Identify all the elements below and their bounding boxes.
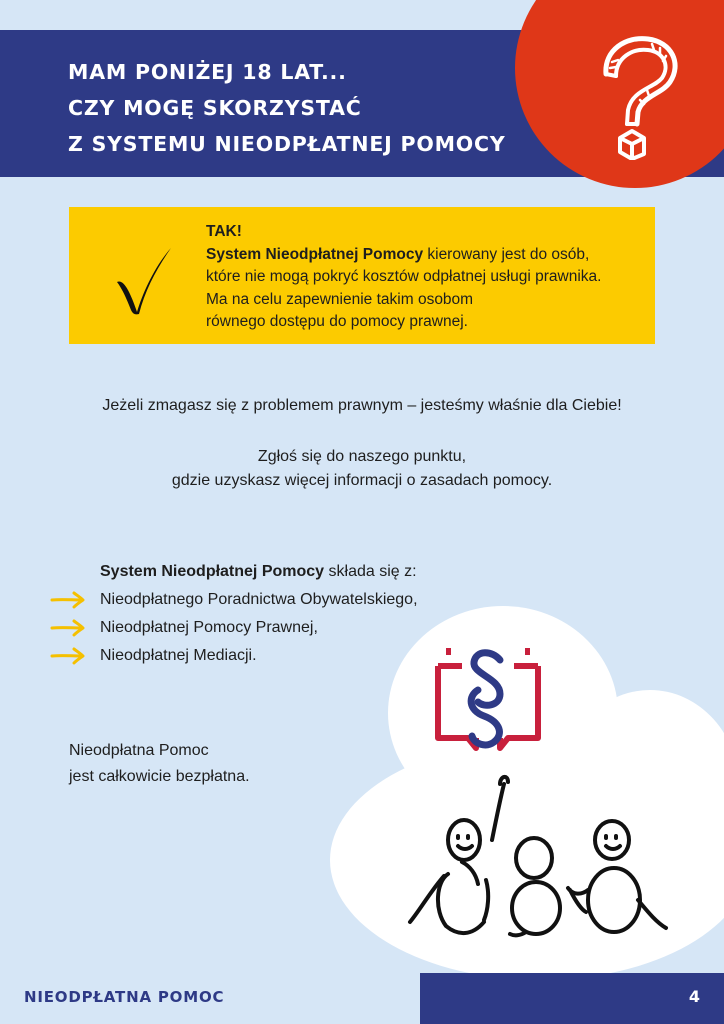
footer-label: NIEODPŁATNA POMOC (24, 988, 225, 1006)
free-note (69, 738, 250, 790)
list-item (50, 588, 418, 612)
intro-text: Jeżeli zmagasz się z problemem prawnym – jesteśmy właśnie dla Ciebie! (102, 397, 622, 414)
list-item-label: Nieodpłatnego Poradnictwa Obywatelskiego, (100, 591, 418, 608)
paragraph-book-logo (434, 644, 542, 756)
components-intro-bold: System Nieodpłatnej Pomocy (100, 563, 325, 580)
list-item-label: Nieodpłatnej Pomocy Prawnej, (100, 619, 318, 636)
callout-line2: które nie mogą pokryć kosztów odpłatnej usługi prawnika. (206, 268, 602, 285)
callout-bold-phrase: System Nieodpłatnej Pomocy (206, 245, 424, 263)
free-note-line1: Nieodpłatna Pomoc (69, 742, 209, 759)
arrow-right-icon (50, 591, 86, 609)
callout-lead: TAK! (206, 223, 242, 240)
arrow-right-icon (50, 619, 86, 637)
question-mark-icon (592, 30, 688, 160)
callout-line1-rest: kierowany jest do osób, (423, 245, 590, 263)
list-item (50, 616, 318, 640)
free-note-line2: jest całkowicie bezpłatna. (69, 768, 250, 785)
contact-text-line1: Zgłoś się do naszego punktu, (257, 448, 467, 465)
list-item-label: Nieodpłatnej Mediacji. (100, 647, 257, 664)
page-number: 4 (688, 987, 700, 1006)
title-line: MAM PONIŻEJ 18 LAT... (68, 60, 347, 84)
people-illustration (400, 770, 690, 945)
list-item (50, 644, 257, 668)
title-line: CZY MOGĘ SKORZYSTAĆ (68, 96, 362, 120)
components-intro (100, 560, 417, 584)
checkmark-icon (113, 244, 175, 316)
title-line: Z SYSTEMU NIEODPŁATNEJ POMOCY (68, 132, 506, 156)
answer-callout (69, 207, 655, 344)
page-title (68, 54, 506, 162)
callout-line4: równego dostępu do pomocy prawnej. (206, 313, 468, 330)
contact-text-line2: gdzie uzyskasz więcej informacji o zasadach pomocy. (171, 472, 553, 489)
callout-line3: Ma na celu zapewnienie takim osobom (206, 290, 474, 308)
footer-band (420, 973, 724, 1024)
components-intro-rest: składa się z: (324, 563, 417, 580)
arrow-right-icon (50, 647, 86, 665)
